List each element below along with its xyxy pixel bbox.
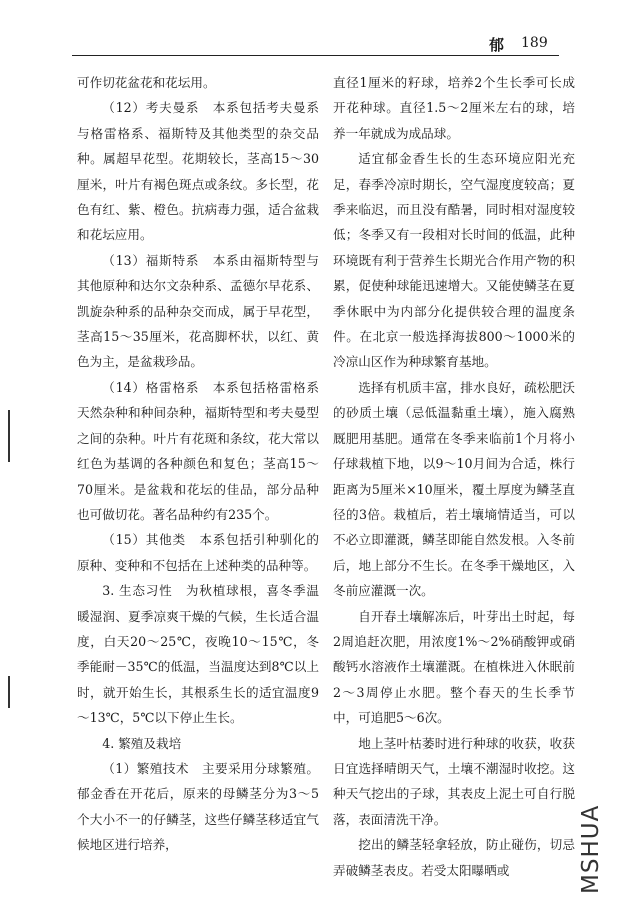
paragraph: 3. 生态习性 为秋植球根，喜冬季温暖湿润、夏季凉爽干燥的气候，生长适合温度，白天20～25℃，夜晚10～15℃，冬季能耐－35℃的低温，当温度达到8℃以上时，就开始生长，其根系生长的适宜温度9～13℃，5℃以下停止生长。 <box>77 583 319 726</box>
section-heading: 4. 繁殖及栽培 <box>102 735 182 751</box>
running-head: 郁 <box>489 36 506 54</box>
paragraph: 挖出的鳞茎轻拿轻放，防止碰伤，切忌弄破鳞茎表皮。若受太阳曝晒或 <box>333 837 575 878</box>
watermark: MSHUA <box>578 804 604 894</box>
paragraph: 选择有机质丰富，排水良好，疏松肥沃的砂质土壤（忌低温黏重土壤），施入腐熟厩肥用基肥。通常在冬季来临前1个月将小仔球栽植下地，以9～10月间为合适，株行距离为5厘米×10厘米，覆土厚度为鳞茎直径的3倍。栽植后，若土壤墒情适当，可以不必立即灌溉，鳞茎即能自然发根。入冬前后，地上部分不生长。在冬季干燥地区，入冬前应灌溉一次。 <box>333 379 575 599</box>
scan-edge-mark <box>8 410 10 462</box>
page-number: 189 <box>521 35 548 51</box>
right-column <box>333 70 575 883</box>
paragraph: 直径1厘米的籽球，培养2个生长季可长成开花种球。直径1.5～2厘米左右的球，培养一年就成为成品球。 <box>333 75 575 141</box>
header-rule <box>72 55 559 56</box>
paragraph: （1）繁殖技术 主要采用分球繁殖。郁金香在开花后，原来的母鳞茎分为3～5个大小不一的仔鳞茎，这些仔鳞茎移适宜气候地区进行培养， <box>77 760 319 853</box>
paragraph: （13）福斯特系 本系由福斯特型与其他原种和达尔文杂种系、孟德尔早花系、凯旋杂种系的品种杂交而成，属于早花型，茎高15～35厘米，花高脚杯状，以红、黄色为主，是盆栽珍品。 <box>77 252 319 370</box>
paragraph: 可作切花盆花和花坛用。 <box>77 75 216 90</box>
paragraph: （15）其他类 本系包括引种驯化的原种、变种和不包括在上述种类的品种等。 <box>77 532 319 573</box>
paragraph: （12）考夫曼系 本系包括考夫曼系与格雷格系、福斯特及其他类型的杂交品种。属超早花型。花期较长，茎高15～30厘米，叶片有褐色斑点或条纹。多长型，花色有红、紫、橙色。抗病毒力强，适合盆栽和花坛应用。 <box>77 100 319 243</box>
paragraph: （14）格雷格系 本系包括格雷格系天然杂种和种间杂种，福斯特型和考夫曼型之间的杂种。叶片有花斑和条纹，花大常以红色为基调的各种颜色和复色；茎高15～70厘米。是盆栽和花坛的佳品，部分品种也可做切花。著名品种约有235个。 <box>77 379 319 522</box>
paragraph: 适宜郁金香生长的生态环境应阳光充足，春季冷凉时期长，空气湿度度较高；夏季来临迟，而且没有酷暑，同时相对湿度较低；冬季又有一段相对长时间的低温，此种环境既有利于营养生长期光合作用产物的积累，促使种球能迅速增大。又能使鳞茎在夏季休眠中为内部分化提供较合理的温度条件。在北京一般选择海拔800～1000米的冷凉山区作为种球繁育基地。 <box>333 151 575 370</box>
paragraph: 地上茎叶枯萎时进行种球的收获，收获日宜选择晴朗天气，土壤不潮湿时收挖。这种天气挖出的子球，其表皮上泥土可自行脱落，表面清洗干净。 <box>333 735 575 827</box>
scan-edge-mark <box>8 676 10 708</box>
paragraph: 自开春土壤解冻后，叶芽出土时起，每2周追赶次肥，用浓度1%～2%硝酸钾或硝酸钙水溶液作土壤灌溉。在植株进入休眠前2～3周停止水肥。整个春天的生长季节中，可追肥5～6次。 <box>333 608 575 726</box>
left-column <box>77 70 319 858</box>
